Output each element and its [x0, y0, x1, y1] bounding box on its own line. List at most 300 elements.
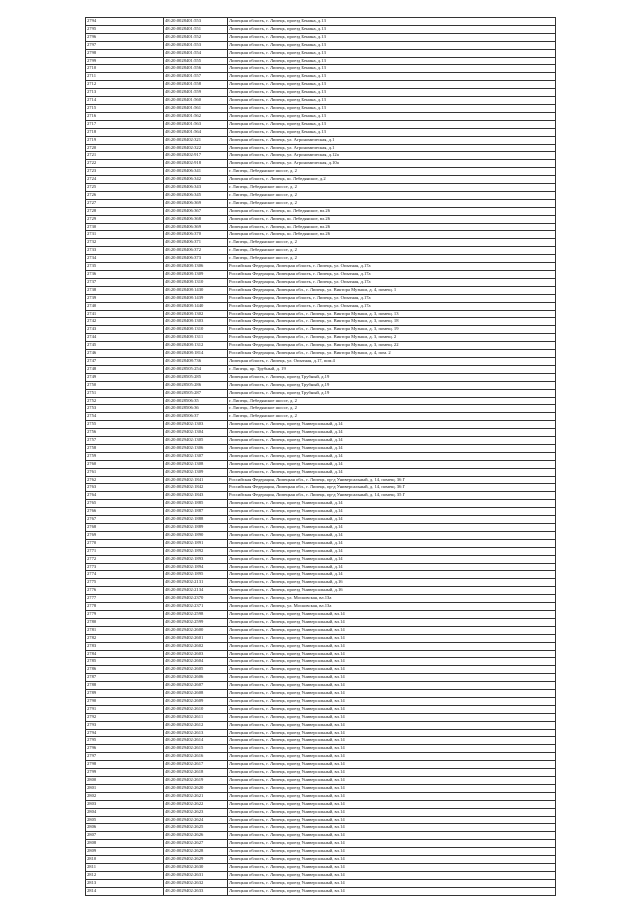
- address-cell: г. Липецк, Лебедянское шоссе, д. 2: [228, 247, 556, 255]
- address-cell: Липецкая область, г. Липецк, проезд Универсальный, д.14: [228, 547, 556, 555]
- table-row: [86, 539, 556, 547]
- row-number-cell: 2766: [86, 508, 164, 516]
- address-cell: Липецкая область, г. Липецк, проезд Универсальный, вл.14: [228, 626, 556, 634]
- row-number-cell: 2780: [86, 618, 164, 626]
- table-row: [86, 468, 556, 476]
- address-cell: Липецкая область, г. Липецк, проезд Универсальный, вл.14: [228, 887, 556, 895]
- row-number-cell: 2782: [86, 634, 164, 642]
- row-number-cell: 2726: [86, 191, 164, 199]
- row-number-cell: 2773: [86, 563, 164, 571]
- row-number-cell: 2771: [86, 547, 164, 555]
- cadastral-number-cell: 48:20:0028408:1814: [164, 350, 228, 358]
- row-number-cell: 2711: [86, 73, 164, 81]
- address-cell: Липецкая область, г. Липецк, проезд Универсальный, вл.14: [228, 832, 556, 840]
- address-cell: Липецкая область, г. Липецк, проезд Трубный, д.19: [228, 373, 556, 381]
- address-cell: г. Липецк, Лебедянское шоссе, д. 2: [228, 405, 556, 413]
- table-row: [86, 547, 556, 555]
- table-row: [86, 365, 556, 373]
- cadastral-number-cell: 48:20:0028408:1310: [164, 278, 228, 286]
- row-number-cell: 2798: [86, 761, 164, 769]
- row-number-cell: 2715: [86, 104, 164, 112]
- row-number-cell: 2720: [86, 144, 164, 152]
- cadastral-number-cell: 48:20:0028401:560: [164, 97, 228, 105]
- cadastral-number-cell: 48:20:0029402:1843: [164, 492, 228, 500]
- cadastral-number-cell: 48:20:0028402:918: [164, 160, 228, 168]
- table-row: [86, 690, 556, 698]
- cadastral-number-cell: 48:20:0028408:1303: [164, 318, 228, 326]
- cadastral-number-cell: 48:20:0029402:1890: [164, 531, 228, 539]
- row-number-cell: 2763: [86, 484, 164, 492]
- address-cell: Липецкая область, г. Липецк, проезд Универсальный, д.14: [228, 531, 556, 539]
- table-row: [86, 49, 556, 57]
- address-cell: Липецкая область, г. Липецк, ул. Агрономическая, д.1: [228, 136, 556, 144]
- row-number-cell: 2799: [86, 769, 164, 777]
- row-number-cell: 2795: [86, 25, 164, 33]
- cadastral-number-cell: 48:20:0029402:2623: [164, 808, 228, 816]
- row-number-cell: 2801: [86, 784, 164, 792]
- address-cell: Липецкая область, г. Липецк, проезд Универсальный, вл.14: [228, 840, 556, 848]
- address-cell: Липецкая область, г. Липецк, проезд Универсальный, вл.14: [228, 682, 556, 690]
- cadastral-number-cell: 48:20:0028401:554: [164, 49, 228, 57]
- cadastral-number-cell: 48:20:0029402:2617: [164, 761, 228, 769]
- cadastral-number-cell: 48:20:0029402:2631: [164, 871, 228, 879]
- row-number-cell: 2719: [86, 136, 164, 144]
- cadastral-number-cell: 48:20:0029402:2632: [164, 879, 228, 887]
- address-cell: Липецкая область, г. Липецк, ш. Лебедянское, д.2: [228, 176, 556, 184]
- table-row: [86, 516, 556, 524]
- row-number-cell: 2761: [86, 468, 164, 476]
- table-row: [86, 848, 556, 856]
- table-row: [86, 278, 556, 286]
- row-number-cell: 2775: [86, 579, 164, 587]
- row-number-cell: 2789: [86, 690, 164, 698]
- row-number-cell: 2776: [86, 587, 164, 595]
- table-row: [86, 618, 556, 626]
- table-row: [86, 120, 556, 128]
- table-row: [86, 271, 556, 279]
- row-number-cell: 2727: [86, 199, 164, 207]
- address-cell: Липецкая область, г. Липецк, проезд Бенина, д.13: [228, 41, 556, 49]
- address-cell: г. Липецк, Лебедянское шоссе, д. 2: [228, 413, 556, 421]
- table-row: [86, 247, 556, 255]
- address-cell: Липецкая область, г. Липецк, проезд Бенина, д.13: [228, 97, 556, 105]
- address-cell: Российская Федерация, Липецкая обл., г. Липецк, ул. Виктора Музыки, д. 4, помещ. 1: [228, 286, 556, 294]
- row-number-cell: 2769: [86, 531, 164, 539]
- cadastral-number-cell: 48:20:0028401:558: [164, 81, 228, 89]
- table-row: [86, 350, 556, 358]
- table-row: [86, 326, 556, 334]
- table-row: [86, 18, 556, 26]
- address-cell: Липецкая область, г. Липецк, проезд Универсальный, д.14: [228, 516, 556, 524]
- address-cell: Липецкая область, г. Липецк, проезд Универсальный, вл.14: [228, 705, 556, 713]
- table-row: [86, 492, 556, 500]
- address-cell: Липецкая область, г. Липецк, ш. Лебедянское, вл.26: [228, 231, 556, 239]
- row-number-cell: 2784: [86, 650, 164, 658]
- address-cell: Липецкая область, г. Липецк, проезд Универсальный, вл.14: [228, 761, 556, 769]
- cadastral-number-cell: 48:20:0029402:2616: [164, 753, 228, 761]
- table-row: [86, 800, 556, 808]
- address-cell: Липецкая область, г. Липецк, проезд Универсальный, вл.14: [228, 753, 556, 761]
- address-cell: Липецкая область, г. Липецк, ул. Агрономическая, д.10а: [228, 160, 556, 168]
- row-number-cell: 2774: [86, 571, 164, 579]
- table-row: [86, 531, 556, 539]
- address-cell: Липецкая область, г. Липецк, проезд Бенина, д.13: [228, 25, 556, 33]
- row-number-cell: 2731: [86, 231, 164, 239]
- address-cell: Липецкая область, г. Липецк, проезд Универсальный, д.14: [228, 524, 556, 532]
- cadastral-number-cell: 48:20:0029402:2629: [164, 856, 228, 864]
- table-row: [86, 658, 556, 666]
- row-number-cell: 2760: [86, 460, 164, 468]
- cadastral-number-cell: 48:20:0029402:2605: [164, 666, 228, 674]
- table-row: [86, 674, 556, 682]
- cadastral-number-cell: 48:20:0028408:1439: [164, 294, 228, 302]
- address-cell: Российская Федерация, Липецкая обл., г. Липецк, ул. Виктора Музыки, д. 4, пом. 2: [228, 350, 556, 358]
- table-row: [86, 184, 556, 192]
- address-cell: Липецкая область, г. Липецк, проезд Универсальный, вл.14: [228, 666, 556, 674]
- address-cell: Липецкая область, г. Липецк, проезд Универсальный, д.14: [228, 421, 556, 429]
- address-cell: Липецкая область, г. Липецк, проезд Бенина, д.13: [228, 128, 556, 136]
- address-cell: Российская Федерация, Липецкая обл., г. Липецк, ул. Виктора Музыки, д. 3, помещ. 18: [228, 318, 556, 326]
- table-row: [86, 294, 556, 302]
- address-cell: Российская Федерация, Липецкая обл., г. Липецк, ул. Виктора Музыки, д. 3, помещ. 2: [228, 334, 556, 342]
- cadastral-number-cell: 48:20:0028408:1306: [164, 263, 228, 271]
- row-number-cell: 2732: [86, 239, 164, 247]
- cadastral-number-cell: 48:20:0029402:2624: [164, 816, 228, 824]
- row-number-cell: 2796: [86, 745, 164, 753]
- table-row: [86, 191, 556, 199]
- table-row: [86, 452, 556, 460]
- row-number-cell: 2813: [86, 879, 164, 887]
- row-number-cell: 2796: [86, 33, 164, 41]
- cadastral-number-cell: 48:20:0029402:2612: [164, 721, 228, 729]
- cadastral-number-cell: 48:20:0028406:345: [164, 191, 228, 199]
- table-row: [86, 666, 556, 674]
- address-cell: г. Липецк, пр. Трубный, д. 19: [228, 365, 556, 373]
- address-cell: Российская Федерация, Липецкая обл., г. Липецк, пр-д Универсальный, д. 14, помещ. 35 Г: [228, 492, 556, 500]
- table-row: [86, 840, 556, 848]
- cadastral-number-cell: 48:20:0028406:373: [164, 255, 228, 263]
- cadastral-number-cell: 48:20:0029402:2618: [164, 769, 228, 777]
- address-cell: Липецкая область, г. Липецк, проезд Универсальный, д.16: [228, 579, 556, 587]
- address-cell: Липецкая область, г. Липецк, проезд Универсальный, вл.14: [228, 650, 556, 658]
- cadastral-number-cell: 48:20:0029402:2622: [164, 800, 228, 808]
- cadastral-number-cell: 48:20:0029402:2613: [164, 729, 228, 737]
- cadastral-number-cell: 48:20:0028402:322: [164, 144, 228, 152]
- cadastral-number-cell: 48:20:0029402:1307: [164, 452, 228, 460]
- address-cell: Липецкая область, г. Липецк, проезд Бенина, д.13: [228, 33, 556, 41]
- table-row: [86, 160, 556, 168]
- cadastral-number-cell: 48:20:0028401:552: [164, 33, 228, 41]
- address-cell: Липецкая область, г. Липецк, проезд Бенина, д.13: [228, 65, 556, 73]
- address-cell: Липецкая область, г. Липецк, проезд Бенина, д.13: [228, 73, 556, 81]
- row-number-cell: 2739: [86, 294, 164, 302]
- row-number-cell: 2785: [86, 658, 164, 666]
- table-row: [86, 405, 556, 413]
- row-number-cell: 2744: [86, 334, 164, 342]
- table-row: [86, 373, 556, 381]
- cadastral-number-cell: 48:20:0029402:2630: [164, 863, 228, 871]
- cadastral-number-cell: 48:20:0028408:1309: [164, 271, 228, 279]
- cadastral-number-cell: 48:20:0029402:1841: [164, 476, 228, 484]
- table-row: [86, 816, 556, 824]
- address-cell: Российская Федерация, Липецкая обл., г. Липецк, пр-д Универсальный, д. 14, помещ. 36 Г: [228, 476, 556, 484]
- cadastral-number-cell: 48:20:0028401:557: [164, 73, 228, 81]
- cadastral-number-cell: 48:20:0028401:555: [164, 57, 228, 65]
- cadastral-number-cell: 48:20:0028402:321: [164, 136, 228, 144]
- cadastral-number-cell: 48:20:0029402:2598: [164, 610, 228, 618]
- address-cell: Липецкая область, г. Липецк, проезд Трубный, д.19: [228, 389, 556, 397]
- cadastral-number-cell: 48:20:0029402:1303: [164, 421, 228, 429]
- table-row: [86, 571, 556, 579]
- table-row: [86, 413, 556, 421]
- cadastral-number-cell: 48:20:0029402:2628: [164, 848, 228, 856]
- row-number-cell: 2755: [86, 421, 164, 429]
- cadastral-number-cell: 48:20:0028401:559: [164, 89, 228, 97]
- address-cell: Липецкая область, г. Липецк, проезд Универсальный, д.14: [228, 444, 556, 452]
- address-cell: Липецкая область, г. Липецк, проезд Универсальный, вл.14: [228, 777, 556, 785]
- cadastral-number-cell: 48:20:0029402:2625: [164, 824, 228, 832]
- cadastral-number-cell: 48:20:0029402:1885: [164, 500, 228, 508]
- table-row: [86, 215, 556, 223]
- cadastral-number-cell: 48:20:0028406:370: [164, 231, 228, 239]
- table-row: [86, 41, 556, 49]
- address-cell: Липецкая область, г. Липецк, проезд Универсальный, вл.14: [228, 816, 556, 824]
- row-number-cell: 2730: [86, 223, 164, 231]
- row-number-cell: 2765: [86, 500, 164, 508]
- cadastral-number-cell: 48:20:0029402:1889: [164, 524, 228, 532]
- row-number-cell: 2725: [86, 184, 164, 192]
- table-row: [86, 697, 556, 705]
- row-number-cell: 2713: [86, 89, 164, 97]
- cadastral-number-cell: 48:20:0028406:341: [164, 168, 228, 176]
- table-row: [86, 152, 556, 160]
- cadastral-number-cell: 48:20:0029402:2609: [164, 697, 228, 705]
- address-cell: г. Липецк, Лебедянское шоссе, д. 2: [228, 191, 556, 199]
- cadastral-number-cell: 48:20:0028401:561: [164, 104, 228, 112]
- table-row: [86, 460, 556, 468]
- table-row: [86, 334, 556, 342]
- cadastral-number-cell: 48:20:0029402:2619: [164, 777, 228, 785]
- address-cell: Липецкая область, г. Липецк, проезд Универсальный, вл.14: [228, 745, 556, 753]
- row-number-cell: 2759: [86, 452, 164, 460]
- table-row: [86, 302, 556, 310]
- cadastral-number-cell: 48:20:0029402:2602: [164, 642, 228, 650]
- row-number-cell: 2736: [86, 271, 164, 279]
- row-number-cell: 2802: [86, 792, 164, 800]
- table-row: [86, 357, 556, 365]
- row-number-cell: 2743: [86, 326, 164, 334]
- table-row: [86, 871, 556, 879]
- table-row: [86, 737, 556, 745]
- address-cell: Липецкая область, г. Липецк, проезд Универсальный, вл.14: [228, 784, 556, 792]
- table-row: [86, 595, 556, 603]
- table-row: [86, 263, 556, 271]
- row-number-cell: 2724: [86, 176, 164, 184]
- cadastral-number-cell: 48:20:0029402:1304: [164, 429, 228, 437]
- row-number-cell: 2791: [86, 705, 164, 713]
- table-row: [86, 524, 556, 532]
- row-number-cell: 2757: [86, 437, 164, 445]
- cadastral-number-cell: 48:20:0028406:369: [164, 199, 228, 207]
- table-row: [86, 318, 556, 326]
- cadastral-number-cell: 48:20:0028506:35: [164, 397, 228, 405]
- cadastral-number-cell: 48:20:0029402:1887: [164, 508, 228, 516]
- table-row: [86, 777, 556, 785]
- table-row: [86, 112, 556, 120]
- registry-table-body: [86, 18, 556, 896]
- row-number-cell: 2783: [86, 642, 164, 650]
- table-row: [86, 626, 556, 634]
- address-cell: Липецкая область, г. Липецк, проезд Универсальный, вл.14: [228, 610, 556, 618]
- address-cell: Липецкая область, г. Липецк, ш. Лебедянское, вл.26: [228, 215, 556, 223]
- row-number-cell: 2794: [86, 18, 164, 26]
- table-row: [86, 682, 556, 690]
- table-row: [86, 887, 556, 895]
- table-row: [86, 89, 556, 97]
- table-row: [86, 563, 556, 571]
- row-number-cell: 2804: [86, 808, 164, 816]
- table-row: [86, 784, 556, 792]
- row-number-cell: 2721: [86, 152, 164, 160]
- row-number-cell: 2790: [86, 697, 164, 705]
- table-row: [86, 239, 556, 247]
- row-number-cell: 2764: [86, 492, 164, 500]
- row-number-cell: 2781: [86, 626, 164, 634]
- cadastral-number-cell: 48:20:0029402:2134: [164, 587, 228, 595]
- cadastral-number-cell: 48:20:0029402:1891: [164, 539, 228, 547]
- cadastral-number-cell: 48:20:0028505:285: [164, 373, 228, 381]
- row-number-cell: 2747: [86, 357, 164, 365]
- table-row: [86, 444, 556, 452]
- table-row: [86, 705, 556, 713]
- address-cell: Липецкая область, г. Липецк, проезд Бенина, д.13: [228, 81, 556, 89]
- cadastral-number-cell: 48:20:0029402:2608: [164, 690, 228, 698]
- address-cell: Липецкая область, г. Липецк, проезд Бенина, д.13: [228, 18, 556, 26]
- address-cell: Липецкая область, г. Липецк, проезд Универсальный, д.16: [228, 587, 556, 595]
- row-number-cell: 2762: [86, 476, 164, 484]
- cadastral-number-cell: 48:20:0029402:1309: [164, 468, 228, 476]
- address-cell: Липецкая область, г. Липецк, ш. Лебедянское, вл.26: [228, 223, 556, 231]
- row-number-cell: 2803: [86, 800, 164, 808]
- row-number-cell: 2814: [86, 887, 164, 895]
- row-number-cell: 2749: [86, 373, 164, 381]
- cadastral-number-cell: 48:20:0028406:372: [164, 247, 228, 255]
- table-row: [86, 832, 556, 840]
- row-number-cell: 2810: [86, 856, 164, 864]
- table-row: [86, 207, 556, 215]
- cadastral-number-cell: 48:20:0028401:563: [164, 120, 228, 128]
- row-number-cell: 2795: [86, 737, 164, 745]
- table-row: [86, 634, 556, 642]
- table-row: [86, 555, 556, 563]
- table-row: [86, 73, 556, 81]
- address-cell: Липецкая область, г. Липецк, проезд Универсальный, вл.14: [228, 800, 556, 808]
- cadastral-number-cell: 48:20:0029402:1888: [164, 516, 228, 524]
- address-cell: Липецкая область, г. Липецк, проезд Универсальный, д.14: [228, 571, 556, 579]
- address-cell: Липецкая область, г. Липецк, проезд Универсальный, вл.14: [228, 808, 556, 816]
- cadastral-number-cell: 48:20:0028506:36: [164, 405, 228, 413]
- row-number-cell: 2806: [86, 824, 164, 832]
- address-cell: Липецкая область, г. Липецк, ул. Агрономическая, д.12а: [228, 152, 556, 160]
- address-cell: Липецкая область, г. Липецк, проезд Бенина, д.13: [228, 89, 556, 97]
- table-row: [86, 97, 556, 105]
- cadastral-number-cell: 48:20:0029402:2626: [164, 832, 228, 840]
- cadastral-number-cell: 48:20:0029402:1894: [164, 563, 228, 571]
- address-cell: Российская Федерация, Липецкая область, г. Липецк, ул. Опытная, д.17а: [228, 263, 556, 271]
- table-row: [86, 721, 556, 729]
- table-row: [86, 587, 556, 595]
- row-number-cell: 2779: [86, 610, 164, 618]
- row-number-cell: 2750: [86, 381, 164, 389]
- address-cell: Российская Федерация, Липецкая обл., г. Липецк, пр-д Универсальный, д. 14, помещ. 36 Г: [228, 484, 556, 492]
- table-row: [86, 484, 556, 492]
- table-row: [86, 508, 556, 516]
- table-row: [86, 429, 556, 437]
- row-number-cell: 2729: [86, 215, 164, 223]
- table-row: [86, 650, 556, 658]
- row-number-cell: 2712: [86, 81, 164, 89]
- row-number-cell: 2756: [86, 429, 164, 437]
- address-cell: Российская Федерация, Липецкая обл., г. Липецк, ул. Виктора Музыки, д. 3, помещ. 22: [228, 342, 556, 350]
- table-row: [86, 879, 556, 887]
- address-cell: Липецкая область, г. Липецк, проезд Бенина, д.13: [228, 57, 556, 65]
- row-number-cell: 2753: [86, 405, 164, 413]
- row-number-cell: 2738: [86, 286, 164, 294]
- table-row: [86, 223, 556, 231]
- cadastral-number-cell: 48:20:0029402:2371: [164, 603, 228, 611]
- cadastral-number-cell: 48:20:0028401:556: [164, 65, 228, 73]
- address-cell: Липецкая область, г. Липецк, проезд Универсальный, вл.14: [228, 690, 556, 698]
- cadastral-number-cell: 48:20:0028406:367: [164, 207, 228, 215]
- row-number-cell: 2809: [86, 848, 164, 856]
- table-row: [86, 729, 556, 737]
- table-row: [86, 33, 556, 41]
- cadastral-number-cell: 48:20:0029402:2614: [164, 737, 228, 745]
- address-cell: Липецкая область, г. Липецк, проезд Универсальный, д.14: [228, 452, 556, 460]
- address-cell: Липецкая область, г. Липецк, проезд Бенина, д.13: [228, 104, 556, 112]
- address-cell: г. Липецк, Лебедянское шоссе, д. 2: [228, 199, 556, 207]
- row-number-cell: 2807: [86, 832, 164, 840]
- address-cell: Липецкая область, г. Липецк, проезд Универсальный, д.14: [228, 555, 556, 563]
- cadastral-number-cell: 48:20:0029402:1895: [164, 571, 228, 579]
- table-row: [86, 231, 556, 239]
- row-number-cell: 2754: [86, 413, 164, 421]
- address-cell: Липецкая область, г. Липецк, проезд Бенина, д.13: [228, 120, 556, 128]
- row-number-cell: 2798: [86, 49, 164, 57]
- address-cell: Липецкая область, г. Липецк, проезд Универсальный, д.14: [228, 460, 556, 468]
- address-cell: Липецкая область, г. Липецк, проезд Трубный, д.19: [228, 381, 556, 389]
- row-number-cell: 2758: [86, 444, 164, 452]
- cadastral-number-cell: 48:20:0029402:1306: [164, 444, 228, 452]
- cadastral-number-cell: 48:20:0029402:1308: [164, 460, 228, 468]
- cadastral-number-cell: 48:20:0029402:2370: [164, 595, 228, 603]
- row-number-cell: 2735: [86, 263, 164, 271]
- cadastral-number-cell: 48:20:0029402:2131: [164, 579, 228, 587]
- table-row: [86, 437, 556, 445]
- cadastral-number-cell: 48:20:0029402:2621: [164, 792, 228, 800]
- cadastral-number-cell: 48:20:0028406:343: [164, 184, 228, 192]
- row-number-cell: 2740: [86, 302, 164, 310]
- row-number-cell: 2723: [86, 168, 164, 176]
- address-cell: Липецкая область, г. Липецк, проезд Универсальный, вл.14: [228, 792, 556, 800]
- address-cell: Российская Федерация, Липецкая область, г. Липецк, ул. Опытная, д.17а: [228, 271, 556, 279]
- address-cell: Липецкая область, г. Липецк, проезд Универсальный, вл.14: [228, 618, 556, 626]
- cadastral-number-cell: 48:20:0029402:1892: [164, 547, 228, 555]
- cadastral-number-cell: 48:20:0028408:1311: [164, 334, 228, 342]
- table-row: [86, 761, 556, 769]
- row-number-cell: 2794: [86, 729, 164, 737]
- row-number-cell: 2746: [86, 350, 164, 358]
